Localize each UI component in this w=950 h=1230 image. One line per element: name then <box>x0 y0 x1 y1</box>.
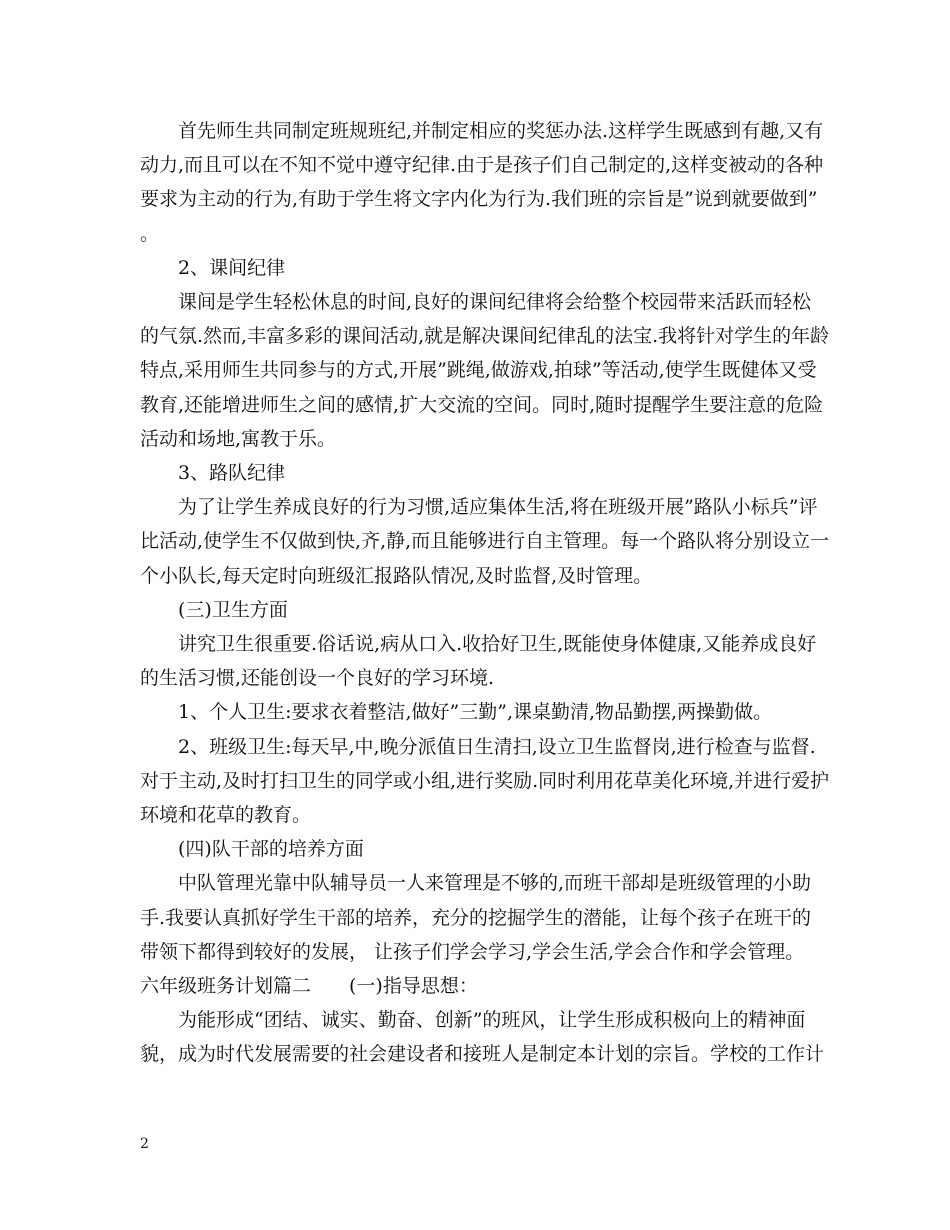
paragraph: 2、班级卫生:每天早,中,晚分派值日生清扫,设立卫生监督岗,进行检查与监督.对于主动,及时打扫卫生的同学或小组,进行奖励.同时利用花草美化环境,并进行爱护环境和花草的教育。 <box>140 735 830 827</box>
section-heading: 3、路队纪律 <box>178 462 286 485</box>
paragraph: 课间是学生轻松休息的时间,良好的课间纪律将会给整个校园带来活跃而轻松的气氛.然而,丰富多彩的课间活动,就是解决课间纪律乱的法宝.我将针对学生的年龄特点,采用师生共同参与的方式,开展”跳绳,做游戏,拍球”等活动,使学生既健体又受教育,还能增进师生之间的感情,扩大交流的空间。同时,随时提醒学生要注意的危险活动和场地,寓教于乐。 <box>140 291 830 450</box>
paragraph: 1、个人卫生:要求衣着整洁,做好”三勤”,课桌勤清,物品勤摆,两操勤做。 <box>178 701 773 724</box>
page-number: 2 <box>140 1136 149 1152</box>
section-heading: 2、课间纪律 <box>178 256 286 279</box>
paragraph: 中队管理光靠中队辅导员一人来管理是不够的,而班干部却是班级管理的小助手.我要认真抓好学生干部的培养，充分的挖掘学生的潜能，让每个孩子在班干的带领下都得到较好的发展， 让孩子们学会学习,学会生活,学会合作和学会管理。 <box>140 872 812 963</box>
paragraph: 首先师生共同制定班规班纪,并制定相应的奖惩办法.这样学生既感到有趣,又有动力,而且可以在不知不觉中遵守纪律.由于是孩子们自己制定的,这样变被动的各种要求为主动的行为,有助于学生将文字内化为行为.我们班的宗旨是”说到就要做到” 。 <box>140 120 824 245</box>
paragraph: 讲究卫生很重要.俗话说,病从口入.收拾好卫生,既能使身体健康,又能养成良好的生活习惯,还能创设一个良好的学习环境. <box>140 633 817 690</box>
section-heading: (三)卫生方面 <box>178 598 288 621</box>
section-heading: (四)队干部的培养方面 <box>178 838 364 861</box>
article-heading: 六年级班务计划篇二 (一)指导思想： <box>140 975 478 998</box>
paragraph: 为能形成“团结、诚实、勤奋、创新”的班风，让学生形成积极向上的精神面貌，成为时代发展需要的社会建设者和接班人是制定本计划的宗旨。学校的工作计 <box>140 1009 825 1066</box>
body-text <box>140 114 830 1072</box>
paragraph: 为了让学生养成良好的行为习惯,适应集体生活,将在班级开展”路队小标兵”评比活动,使学生不仅做到快,齐,静,而且能够进行自主管理。每一个路队将分别设立一个小队长,每天定时向班级汇报路队情况,及时监督,及时管理。 <box>140 496 830 587</box>
